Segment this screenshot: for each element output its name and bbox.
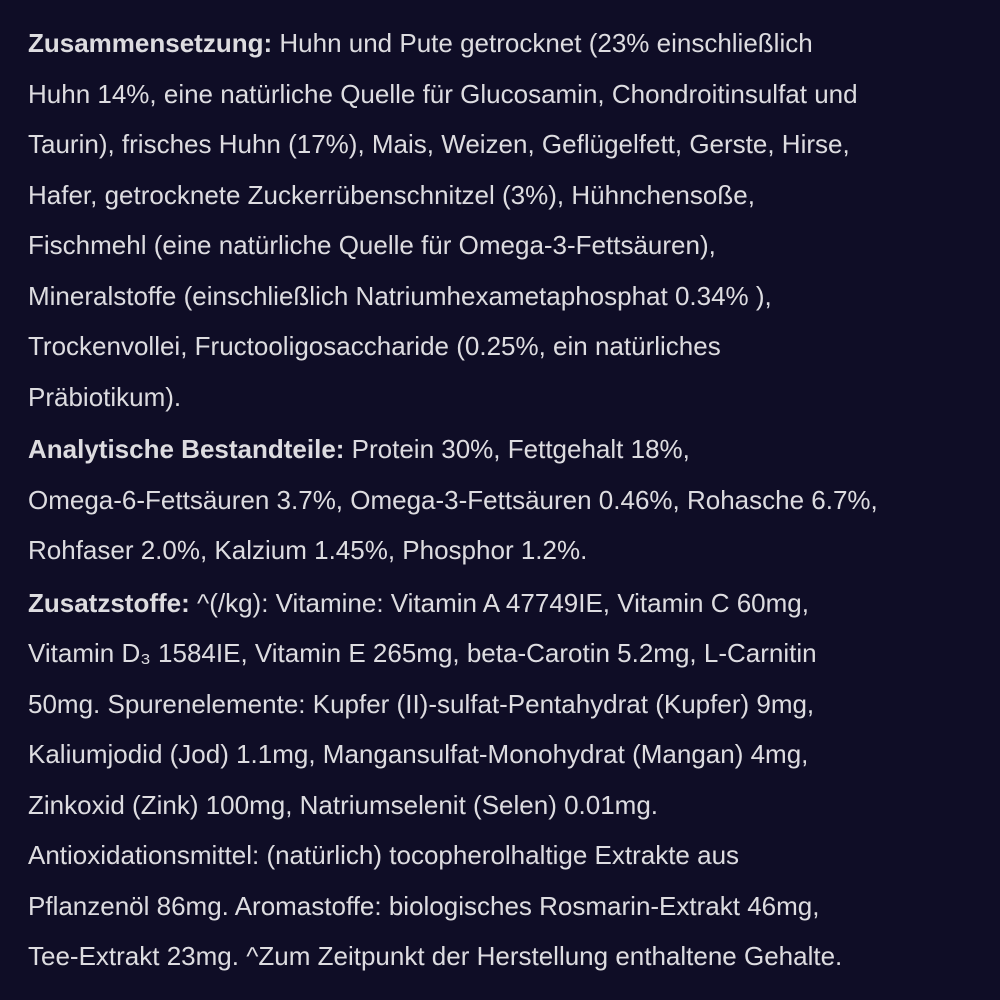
additives-line-3: 50mg. Spurenelemente: Kupfer (II)-sulfat-Pentahydrat (Kupfer) 9mg, [28, 688, 815, 719]
composition-text: Huhn und Pute getrocknet (23% einschließlich [272, 28, 813, 58]
additives-section [28, 578, 978, 982]
additives-line-6: Antioxidationsmittel: (natürlich) tocopherolhaltige Extrakte aus [28, 840, 740, 870]
additives-label: Zusatzstoffe: [28, 587, 190, 618]
additives-text: ^(/kg): Vitamine: Vitamin A 47749IE, Vitamin C 60mg, [189, 587, 809, 618]
analytical-section [28, 424, 978, 576]
additives-line-1 [28, 578, 978, 629]
additives-line-8: Tee-Extrakt 23mg. ^Zum Zeitpunkt der Herstellung enthaltene Gehalte. [28, 941, 843, 971]
analytical-line-1 [28, 424, 978, 475]
composition-line-1 [28, 18, 978, 69]
additives-line-5: Zinkoxid (Zink) 100mg, Natriumselenit (Selen) 0.01mg. [28, 789, 659, 820]
analytical-label: Analytische Bestandteile: [28, 434, 345, 464]
composition-line-6: Mineralstoffe (einschließlich Natriumhexametaphosphat 0.34% ), [28, 280, 772, 311]
composition-label: Zusammensetzung: [28, 28, 273, 58]
additives-line-2: Vitamin D₃ 1584IE, Vitamin E 265mg, beta-Carotin 5.2mg, L-Carnitin [28, 638, 817, 668]
composition-line-7: Trockenvollei, Fructooligosaccharide (0.25%, ein natürliches [28, 331, 721, 361]
composition-line-4: Hafer, getrocknete Zuckerrübenschnitzel (3%), Hühnchensoße, [28, 179, 755, 210]
composition-line-2: Huhn 14%, eine natürliche Quelle für Glucosamin, Chondroitinsulfat und [28, 78, 858, 109]
composition-line-5: Fischmehl (eine natürliche Quelle für Omega-3-Fettsäuren), [28, 230, 716, 260]
additives-line-4: Kaliumjodid (Jod) 1.1mg, Mangansulfat-Monohydrat (Mangan) 4mg, [28, 739, 809, 769]
analytical-text: Protein 30%, Fettgehalt 18%, [344, 434, 690, 464]
ingredient-text-block [28, 18, 978, 984]
analytical-line-3: Rohfaser 2.0%, Kalzium 1.45%, Phosphor 1.2%. [28, 535, 588, 565]
composition-section [28, 18, 978, 422]
additives-line-7: Pflanzenöl 86mg. Aromastoffe: biologisches Rosmarin-Extrakt 46mg, [28, 890, 820, 921]
composition-line-3: Taurin), frisches Huhn (17%), Mais, Weizen, Geflügelfett, Gerste, Hirse, [28, 129, 850, 159]
analytical-line-2: Omega-6-Fettsäuren 3.7%, Omega-3-Fettsäuren 0.46%, Rohasche 6.7%, [28, 484, 878, 515]
composition-line-8: Präbiotikum). [28, 381, 182, 412]
